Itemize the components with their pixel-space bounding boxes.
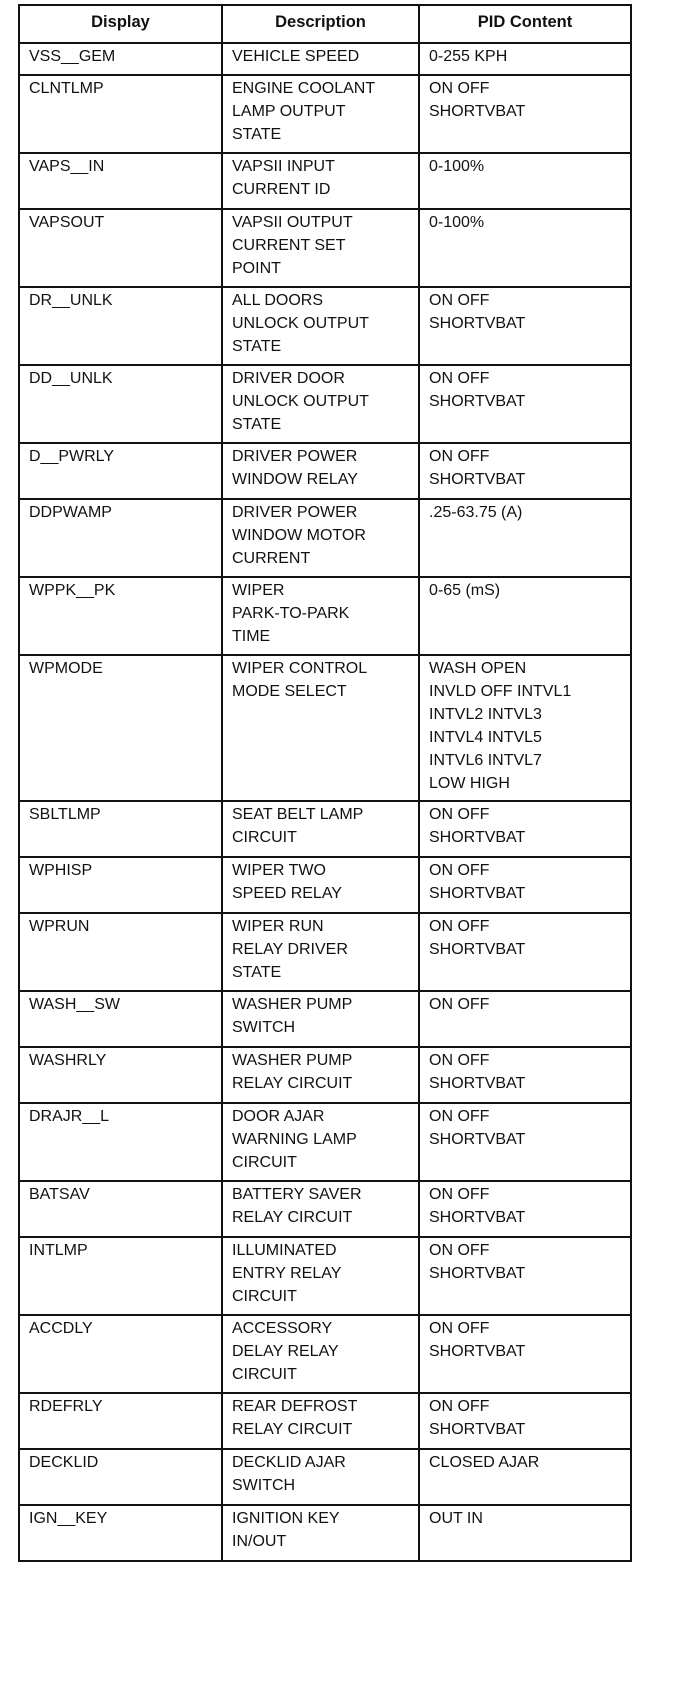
cell-display: WPMODE: [19, 655, 222, 801]
cell-display: SBLTLMP: [19, 801, 222, 857]
cell-pid-content: ON OFF SHORTVBAT: [419, 443, 631, 499]
cell-display: WPRUN: [19, 913, 222, 991]
cell-description: VAPSII OUTPUT CURRENT SET POINT: [222, 209, 419, 287]
cell-pid-content: 0-100%: [419, 209, 631, 287]
cell-description: DECKLID AJAR SWITCH: [222, 1449, 419, 1505]
cell-pid-content: WASH OPEN INVLD OFF INTVL1 INTVL2 INTVL3 INTVL4 INTVL5 INTVL6 INTVL7 LOW HIGH: [419, 655, 631, 801]
cell-pid-content: 0-255 KPH: [419, 43, 631, 75]
cell-display: BATSAV: [19, 1181, 222, 1237]
cell-pid-content: ON OFF SHORTVBAT: [419, 1393, 631, 1449]
cell-pid-content: ON OFF SHORTVBAT: [419, 913, 631, 991]
cell-display: D__PWRLY: [19, 443, 222, 499]
cell-description: WIPER PARK-TO-PARK TIME: [222, 577, 419, 655]
cell-display: WPPK__PK: [19, 577, 222, 655]
cell-display: VAPS__IN: [19, 153, 222, 209]
cell-pid-content: ON OFF SHORTVBAT: [419, 75, 631, 153]
cell-pid-content: CLOSED AJAR: [419, 1449, 631, 1505]
header-row: [19, 5, 631, 43]
cell-description: WIPER CONTROL MODE SELECT: [222, 655, 419, 801]
table-row: [19, 365, 631, 443]
table-row: [19, 43, 631, 75]
cell-description: ILLUMINATED ENTRY RELAY CIRCUIT: [222, 1237, 419, 1315]
table-row: [19, 1393, 631, 1449]
table-row: [19, 991, 631, 1047]
header-pid-content: PID Content: [419, 5, 631, 43]
cell-display: WASHRLY: [19, 1047, 222, 1103]
cell-description: DRIVER POWER WINDOW MOTOR CURRENT: [222, 499, 419, 577]
table-row: [19, 1047, 631, 1103]
table-row: [19, 857, 631, 913]
table-row: [19, 443, 631, 499]
cell-description: WIPER RUN RELAY DRIVER STATE: [222, 913, 419, 991]
cell-display: DDPWAMP: [19, 499, 222, 577]
table-row: [19, 1315, 631, 1393]
cell-description: WASHER PUMP RELAY CIRCUIT: [222, 1047, 419, 1103]
cell-description: ALL DOORS UNLOCK OUTPUT STATE: [222, 287, 419, 365]
cell-description: DOOR AJAR WARNING LAMP CIRCUIT: [222, 1103, 419, 1181]
cell-display: DD__UNLK: [19, 365, 222, 443]
cell-pid-content: ON OFF SHORTVBAT: [419, 287, 631, 365]
cell-description: WASHER PUMP SWITCH: [222, 991, 419, 1047]
cell-pid-content: .25-63.75 (A): [419, 499, 631, 577]
cell-description: VEHICLE SPEED: [222, 43, 419, 75]
cell-display: DR__UNLK: [19, 287, 222, 365]
cell-pid-content: 0-65 (mS): [419, 577, 631, 655]
table-row: [19, 1449, 631, 1505]
table-row: [19, 801, 631, 857]
table-row: [19, 287, 631, 365]
cell-display: WPHISP: [19, 857, 222, 913]
cell-description: REAR DEFROST RELAY CIRCUIT: [222, 1393, 419, 1449]
cell-display: RDEFRLY: [19, 1393, 222, 1449]
table-row: [19, 153, 631, 209]
cell-description: IGNITION KEY IN/OUT: [222, 1505, 419, 1561]
table-row: [19, 655, 631, 801]
cell-pid-content: 0-100%: [419, 153, 631, 209]
cell-display: VSS__GEM: [19, 43, 222, 75]
cell-pid-content: ON OFF SHORTVBAT: [419, 1315, 631, 1393]
cell-pid-content: ON OFF SHORTVBAT: [419, 1237, 631, 1315]
cell-description: SEAT BELT LAMP CIRCUIT: [222, 801, 419, 857]
cell-pid-content: ON OFF: [419, 991, 631, 1047]
cell-display: DRAJR__L: [19, 1103, 222, 1181]
header-display: Display: [19, 5, 222, 43]
cell-description: DRIVER DOOR UNLOCK OUTPUT STATE: [222, 365, 419, 443]
cell-display: CLNTLMP: [19, 75, 222, 153]
cell-display: IGN__KEY: [19, 1505, 222, 1561]
cell-pid-content: ON OFF SHORTVBAT: [419, 1103, 631, 1181]
cell-description: BATTERY SAVER RELAY CIRCUIT: [222, 1181, 419, 1237]
cell-pid-content: ON OFF SHORTVBAT: [419, 1047, 631, 1103]
cell-description: DRIVER POWER WINDOW RELAY: [222, 443, 419, 499]
table-row: [19, 1181, 631, 1237]
cell-description: WIPER TWO SPEED RELAY: [222, 857, 419, 913]
cell-display: ACCDLY: [19, 1315, 222, 1393]
cell-pid-content: ON OFF SHORTVBAT: [419, 1181, 631, 1237]
cell-description: VAPSII INPUT CURRENT ID: [222, 153, 419, 209]
cell-display: VAPSOUT: [19, 209, 222, 287]
table-row: [19, 75, 631, 153]
cell-pid-content: ON OFF SHORTVBAT: [419, 857, 631, 913]
cell-pid-content: ON OFF SHORTVBAT: [419, 365, 631, 443]
table-row: [19, 499, 631, 577]
cell-display: INTLMP: [19, 1237, 222, 1315]
cell-description: ACCESSORY DELAY RELAY CIRCUIT: [222, 1315, 419, 1393]
pid-table: [18, 4, 632, 1562]
header-description: Description: [222, 5, 419, 43]
cell-display: WASH__SW: [19, 991, 222, 1047]
cell-display: DECKLID: [19, 1449, 222, 1505]
table-row: [19, 913, 631, 991]
table-row: [19, 1103, 631, 1181]
cell-description: ENGINE COOLANT LAMP OUTPUT STATE: [222, 75, 419, 153]
table-row: [19, 1237, 631, 1315]
table-row: [19, 577, 631, 655]
cell-pid-content: OUT IN: [419, 1505, 631, 1561]
table-row: [19, 1505, 631, 1561]
table-row: [19, 209, 631, 287]
cell-pid-content: ON OFF SHORTVBAT: [419, 801, 631, 857]
